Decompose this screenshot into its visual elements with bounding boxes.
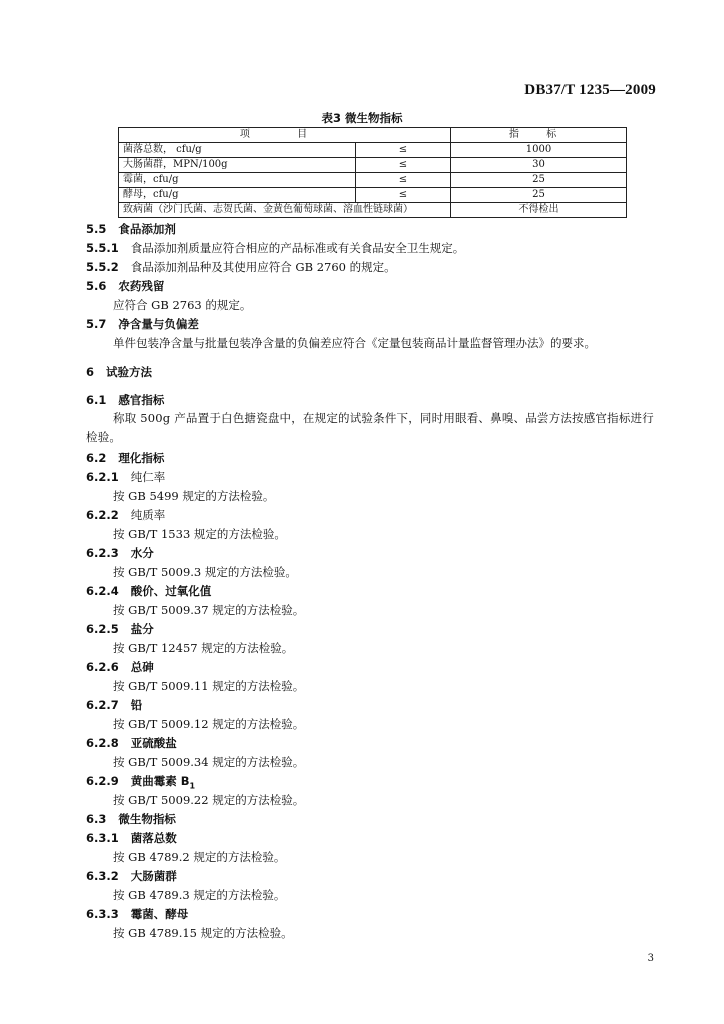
table-cell-symbol: ≤ [356, 173, 451, 188]
section-heading-6-2 [86, 450, 658, 466]
clause-6-2-7 [86, 697, 658, 713]
document-code: DB37/T 1235—2009 [524, 82, 656, 98]
section-body-5-7: 单件包装净含量与批量包装净含量的负偏差应符合《定量包装商品计量监督管理办法》的要求。 [113, 336, 596, 350]
clause-text: 食品添加剂品种及其使用应符合 GB 2760 的规定。 [130, 260, 396, 274]
section-heading-5-6 [86, 278, 658, 294]
clause-title: 亚硫酸盐 [130, 736, 177, 750]
section-title: 食品添加剂 [118, 222, 176, 236]
clause-body: 按 GB/T 5009.34 规定的方法检验。 [113, 755, 305, 769]
clause-title: 纯仁率 [130, 470, 166, 484]
clause-number: 6.3.2 [86, 869, 119, 883]
clause-number: 6.2.3 [86, 546, 119, 560]
section-number: 5.6 [86, 279, 107, 293]
table-cell-symbol: ≤ [356, 143, 451, 158]
clause-number: 6.2.2 [86, 508, 119, 522]
table-cell-symbol: ≤ [356, 158, 451, 173]
section-number: 5.7 [86, 317, 107, 331]
clause-number: 6.2.5 [86, 622, 119, 636]
clause-title: 总砷 [130, 660, 154, 674]
clause-body: 按 GB 4789.3 规定的方法检验。 [113, 888, 286, 902]
clause-body: 按 GB/T 5009.37 规定的方法检验。 [113, 603, 305, 617]
section-title: 理化指标 [118, 451, 165, 465]
section-title: 农药残留 [118, 279, 165, 293]
clause-6-3-2 [86, 868, 658, 884]
clause-body: 按 GB/T 5009.12 规定的方法检验。 [113, 717, 305, 731]
microbiological-indicators-table [118, 127, 627, 218]
table-cell-item: 致病菌（沙门氏菌、志贺氏菌、金黄色葡萄球菌、溶血性链球菌） [119, 203, 451, 218]
section-heading-6-1 [86, 392, 658, 408]
section-title: 净含量与负偏差 [118, 317, 199, 331]
clause-5-5-2 [86, 259, 658, 275]
table-row [119, 203, 627, 218]
page-number: 3 [647, 953, 654, 964]
section-number: 6 [86, 365, 95, 379]
clause-title: 酸价、过氧化值 [130, 584, 212, 598]
section-heading-5-7 [86, 316, 658, 332]
clause-number: 5.5.1 [86, 241, 119, 255]
table-cell-item: 菌落总数， cfu/g [119, 143, 356, 158]
table-row [119, 158, 627, 173]
section-number: 6.3 [86, 812, 107, 826]
clause-title: 水分 [130, 546, 154, 560]
clause-6-2-4 [86, 583, 658, 599]
table-cell-item: 霉菌，cfu/g [119, 173, 356, 188]
clause-number: 6.2.6 [86, 660, 119, 674]
clause-title: 大肠菌群 [130, 869, 177, 883]
clause-body: 按 GB/T 5009.3 规定的方法检验。 [113, 565, 297, 579]
clause-title: 霉菌、酵母 [130, 907, 189, 921]
clause-6-3-1 [86, 830, 658, 846]
table-row [119, 143, 627, 158]
clause-body: 按 GB/T 5009.11 规定的方法检验。 [113, 679, 305, 693]
table-row [119, 173, 627, 188]
clause-body: 按 GB 4789.15 规定的方法检验。 [113, 926, 293, 940]
clause-6-2-3 [86, 545, 658, 561]
clause-title: 盐分 [130, 622, 154, 636]
table-cell-value: 30 [451, 158, 627, 173]
clause-body: 按 GB/T 12457 规定的方法检验。 [113, 641, 294, 655]
table-row [119, 188, 627, 203]
clause-title: 纯质率 [130, 508, 166, 522]
section-number: 5.5 [86, 222, 107, 236]
clause-6-3-3 [86, 906, 658, 922]
chapter-heading-6 [86, 364, 658, 380]
table-cell-symbol: ≤ [356, 188, 451, 203]
clause-number: 6.2.7 [86, 698, 119, 712]
clause-number: 6.2.1 [86, 470, 119, 484]
section-body-6-1: 称取 500g 产品置于白色搪瓷盘中，在规定的试验条件下，同时用眼看、鼻嗅、品尝方法按感官指标进行检验。 [86, 411, 654, 444]
clause-body: 按 GB 5499 规定的方法检验。 [113, 489, 275, 503]
table-cell-value: 25 [451, 173, 627, 188]
table-cell-item: 酵母，cfu/g [119, 188, 356, 203]
clause-title: 铅 [130, 698, 143, 712]
clause-number: 6.2.4 [86, 584, 119, 598]
table-cell-item: 大肠菌群，MPN/100g [119, 158, 356, 173]
section-title: 试验方法 [106, 365, 153, 379]
clause-title-subscript: 1 [189, 781, 196, 791]
section-number: 6.2 [86, 451, 107, 465]
table-cell-value: 25 [451, 188, 627, 203]
table-title: 表3 微生物指标 [321, 111, 403, 125]
clause-title: 菌落总数 [130, 831, 177, 845]
clause-6-2-1 [86, 469, 658, 485]
clause-6-2-2 [86, 507, 658, 523]
clause-5-5-1 [86, 240, 658, 256]
table-header-value: 指 标 [451, 128, 627, 143]
section-heading-5-5 [86, 221, 658, 237]
section-number: 6.1 [86, 393, 107, 407]
clause-6-2-8 [86, 735, 658, 751]
section-body-5-6: 应符合 GB 2763 的规定。 [113, 298, 252, 312]
clause-title: 黄曲霉素 B [130, 774, 190, 788]
clause-number: 6.2.9 [86, 774, 119, 788]
clause-body: 按 GB 4789.2 规定的方法检验。 [113, 850, 286, 864]
clause-body: 按 GB/T 1533 规定的方法检验。 [113, 527, 286, 541]
table-header-item: 项 目 [119, 128, 451, 143]
clause-body: 按 GB/T 5009.22 规定的方法检验。 [113, 793, 305, 807]
section-heading-6-3 [86, 811, 658, 827]
table-cell-value: 不得检出 [451, 203, 627, 218]
clause-6-2-5 [86, 621, 658, 637]
clause-text: 食品添加剂质量应符合相应的产品标准或有关食品安全卫生规定。 [130, 241, 465, 255]
table-cell-value: 1000 [451, 143, 627, 158]
clause-number: 5.5.2 [86, 260, 119, 274]
clause-number: 6.3.1 [86, 831, 119, 845]
clause-6-2-6 [86, 659, 658, 675]
section-title: 微生物指标 [118, 812, 176, 826]
table-header-row [119, 128, 627, 143]
clause-number: 6.3.3 [86, 907, 119, 921]
clause-number: 6.2.8 [86, 736, 119, 750]
section-title: 感官指标 [118, 393, 165, 407]
